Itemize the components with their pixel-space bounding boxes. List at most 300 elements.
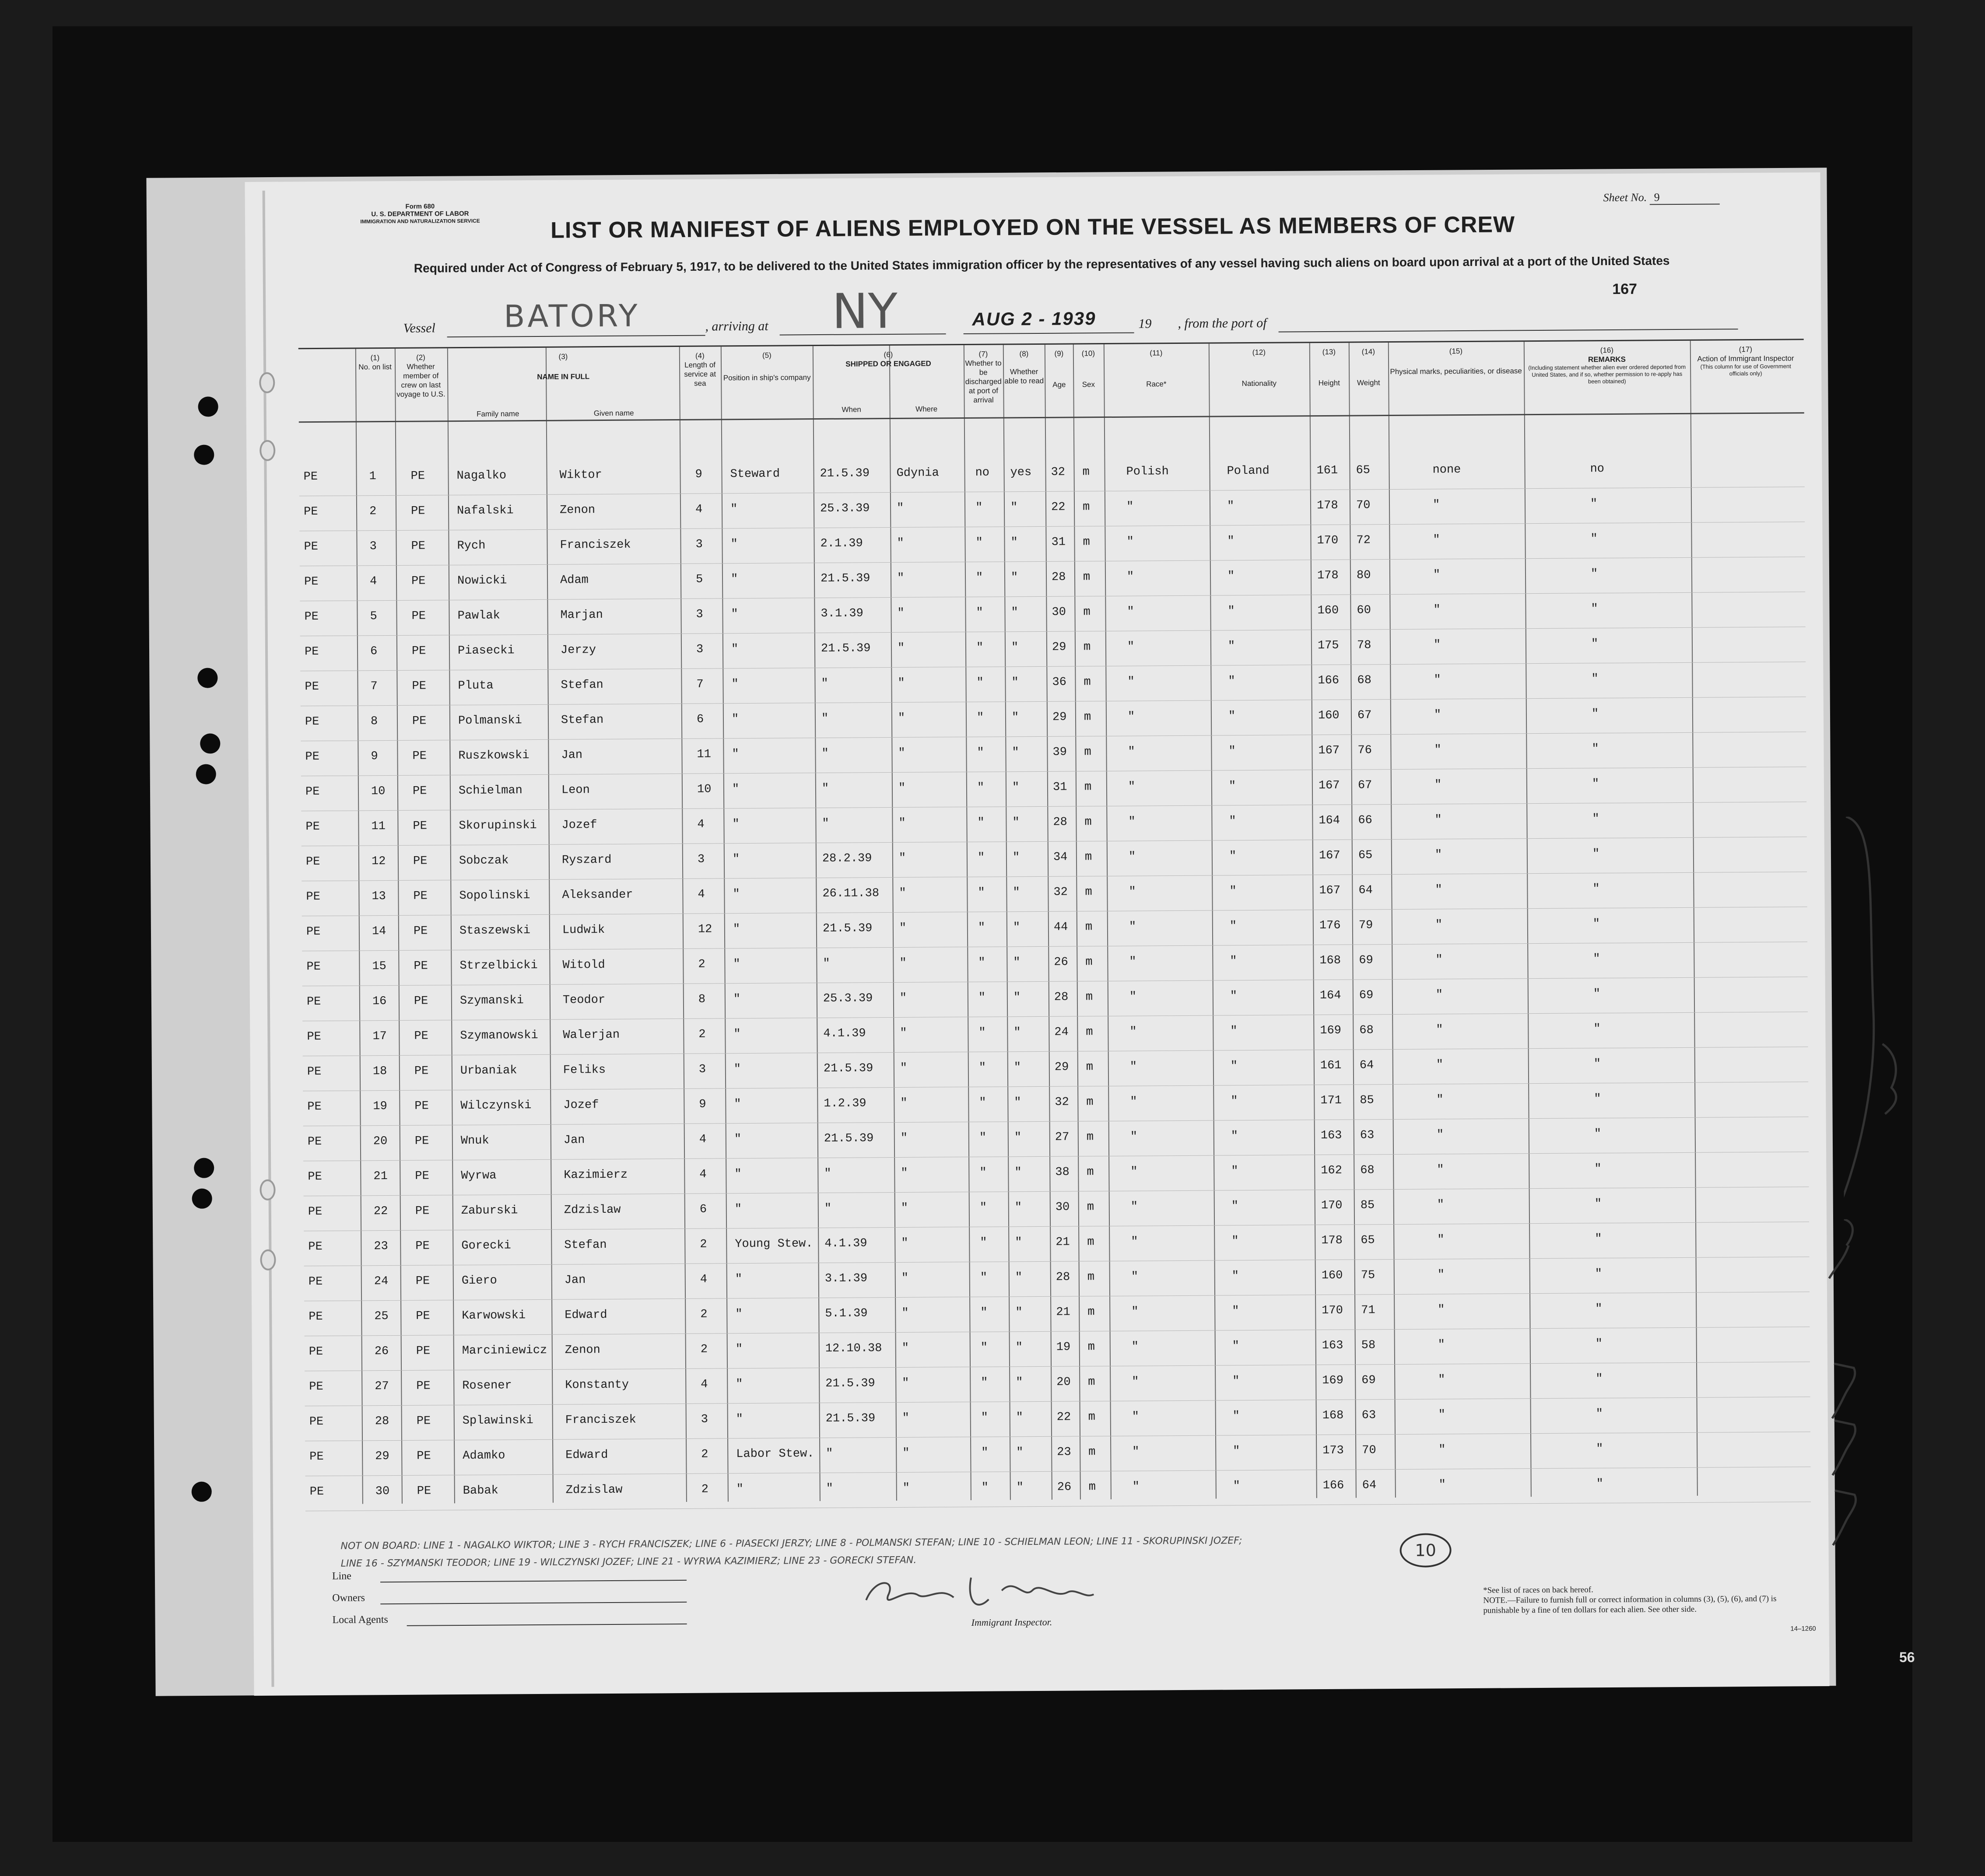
cell-race: " bbox=[1127, 640, 1135, 654]
cell-service: 4 bbox=[697, 818, 705, 831]
cell-last: PE bbox=[411, 574, 426, 588]
col-head-sex: (10) Sex bbox=[1081, 349, 1095, 389]
cell-no: 19 bbox=[373, 1100, 387, 1113]
cell-race: " bbox=[1129, 920, 1136, 934]
cell-given: Marjan bbox=[560, 609, 603, 622]
cell-sex: m bbox=[1088, 1446, 1096, 1459]
cell-weight: 68 bbox=[1357, 674, 1371, 687]
cell-weight: 79 bbox=[1358, 919, 1373, 932]
cell-height: 160 bbox=[1321, 1269, 1343, 1283]
service-name: IMMIGRATION AND NATURALIZATION SERVICE bbox=[360, 217, 480, 225]
cell-read: " bbox=[1012, 816, 1020, 830]
cell-no: 27 bbox=[375, 1380, 389, 1393]
cell-mark: PE bbox=[307, 1100, 322, 1114]
cell-age: 21 bbox=[1056, 1236, 1070, 1249]
cell-no: 5 bbox=[370, 610, 377, 623]
cell-sex: m bbox=[1083, 640, 1091, 654]
cell-height: 160 bbox=[1318, 709, 1340, 723]
cell-remarks: " bbox=[1591, 672, 1599, 686]
cell-given: Jerzy bbox=[560, 644, 596, 657]
cell-marks: " bbox=[1434, 848, 1442, 862]
cell-read: " bbox=[1013, 921, 1021, 934]
cell-last: PE bbox=[414, 1099, 429, 1113]
cell-read: " bbox=[1013, 886, 1020, 900]
cell-service: 3 bbox=[697, 853, 705, 866]
cell-remarks: " bbox=[1594, 1197, 1602, 1211]
cell-sex: m bbox=[1086, 1096, 1094, 1109]
cell-nationality: " bbox=[1228, 745, 1236, 758]
arrival-port: NY bbox=[831, 283, 898, 340]
cell-when: " bbox=[824, 1167, 831, 1180]
cell-marks: " bbox=[1437, 1233, 1445, 1247]
cell-discharged: " bbox=[978, 886, 985, 900]
cell-no: 14 bbox=[372, 925, 386, 938]
binding-hole bbox=[196, 764, 216, 784]
cell-weight: 69 bbox=[1359, 989, 1374, 1002]
year-label: 19 bbox=[1138, 316, 1152, 331]
cell-where: " bbox=[899, 991, 907, 1005]
cell-discharged: " bbox=[979, 1166, 987, 1180]
col-head-discharged: (7) Whether to be discharged at port of arrival bbox=[965, 350, 1002, 404]
cell-discharged: " bbox=[977, 781, 985, 794]
cell-weight: 64 bbox=[1358, 884, 1373, 897]
cell-service: 4 bbox=[698, 888, 705, 901]
cell-family: Staszewski bbox=[459, 924, 531, 938]
cell-position: " bbox=[734, 1203, 742, 1216]
cell-discharged: " bbox=[978, 991, 986, 1004]
cell-given: Jan bbox=[564, 1274, 586, 1287]
cell-service: 3 bbox=[695, 538, 703, 551]
cell-race: " bbox=[1129, 1060, 1137, 1074]
cell-read: " bbox=[1013, 956, 1021, 970]
cell-nationality: " bbox=[1228, 780, 1236, 793]
cell-nationality: " bbox=[1232, 1375, 1240, 1388]
cell-given: Feliks bbox=[563, 1064, 606, 1077]
crew-ledger bbox=[298, 339, 1811, 1528]
form-number: Form 680 bbox=[405, 203, 435, 210]
cell-age: 31 bbox=[1051, 536, 1066, 549]
col-head-remarks: (16) REMARKS (Including statement whether alien ever ordered deported from United States, and if so, whether permission to re-apply has been obtained) bbox=[1528, 346, 1686, 385]
cell-marks: " bbox=[1435, 953, 1443, 967]
cell-mark: PE bbox=[304, 575, 319, 589]
cell-height: 160 bbox=[1317, 604, 1339, 618]
cell-discharged: " bbox=[975, 501, 983, 514]
cell-where: " bbox=[902, 1376, 909, 1390]
department-name: U. S. DEPARTMENT OF LABOR bbox=[371, 210, 469, 218]
cell-where: " bbox=[899, 886, 906, 900]
cell-read: " bbox=[1014, 1131, 1022, 1144]
document-title: LIST OR MANIFEST OF ALIENS EMPLOYED ON THE VESSEL AS MEMBERS OF CREW bbox=[550, 212, 1515, 243]
cell-discharged: " bbox=[975, 571, 983, 584]
cell-marks: " bbox=[1436, 1058, 1444, 1072]
cell-height: 178 bbox=[1321, 1234, 1343, 1248]
col-head-shipped: (6) SHIPPED OR ENGAGED bbox=[845, 350, 931, 368]
cell-weight: 65 bbox=[1356, 464, 1371, 477]
cell-where: " bbox=[900, 1061, 908, 1075]
cell-no: 12 bbox=[371, 855, 386, 868]
cell-family: Piasecki bbox=[457, 644, 515, 658]
cell-height: 169 bbox=[1320, 1024, 1342, 1038]
cell-remarks: " bbox=[1594, 1127, 1602, 1141]
cell-when: 1.2.39 bbox=[824, 1097, 866, 1110]
cell-weight: 70 bbox=[1362, 1444, 1376, 1457]
cell-where: " bbox=[901, 1306, 909, 1320]
cell-when: 4.1.39 bbox=[824, 1237, 867, 1250]
line-label: Line bbox=[332, 1570, 351, 1582]
cell-service: 2 bbox=[698, 958, 705, 971]
cell-marks: " bbox=[1438, 1303, 1445, 1317]
cell-service: 8 bbox=[698, 993, 706, 1006]
cell-position: " bbox=[731, 608, 738, 621]
cell-where: " bbox=[898, 816, 906, 830]
cell-when: 21.5.39 bbox=[824, 1132, 874, 1145]
cell-discharged: " bbox=[976, 711, 984, 724]
cell-marks: " bbox=[1437, 1268, 1445, 1282]
cell-given: Zdzislaw bbox=[565, 1483, 623, 1497]
cell-last: PE bbox=[415, 1169, 429, 1183]
cell-position: " bbox=[733, 993, 741, 1006]
cell-position: " bbox=[734, 1133, 742, 1146]
cell-family: Splawinski bbox=[462, 1414, 533, 1428]
cell-no: 28 bbox=[375, 1415, 389, 1428]
cell-service: 4 bbox=[701, 1378, 708, 1391]
cell-nationality: " bbox=[1231, 1270, 1239, 1283]
sheet-label: Sheet No. bbox=[1603, 191, 1647, 204]
cell-nationality: " bbox=[1230, 990, 1238, 1003]
cell-age: 29 bbox=[1052, 640, 1066, 654]
cell-sex: m bbox=[1088, 1480, 1096, 1494]
cell-age: 24 bbox=[1054, 1026, 1069, 1039]
cell-nationality: " bbox=[1233, 1480, 1241, 1493]
cell-sex: m bbox=[1088, 1410, 1096, 1424]
cell-family: Sobczak bbox=[459, 854, 509, 868]
cell-read: " bbox=[1011, 711, 1019, 724]
cell-where: " bbox=[897, 571, 905, 585]
cell-sex: m bbox=[1087, 1270, 1095, 1284]
cell-when: " bbox=[826, 1447, 833, 1460]
cell-discharged: " bbox=[977, 746, 984, 760]
cell-marks: " bbox=[1433, 533, 1440, 547]
cell-discharged: " bbox=[976, 641, 984, 654]
cell-weight: 64 bbox=[1359, 1059, 1374, 1072]
cell-marks: " bbox=[1438, 1443, 1446, 1457]
cell-given: Stefan bbox=[564, 1239, 607, 1252]
cell-sex: m bbox=[1085, 990, 1093, 1004]
cell-height: 173 bbox=[1322, 1444, 1344, 1458]
cell-read: " bbox=[1014, 1096, 1021, 1110]
col-head-when: When bbox=[842, 405, 861, 414]
cell-race: " bbox=[1131, 1305, 1139, 1319]
cell-sex: m bbox=[1086, 1130, 1094, 1144]
cell-last: PE bbox=[415, 1239, 430, 1253]
cell-given: Konstanty bbox=[565, 1378, 629, 1392]
cell-height: 171 bbox=[1320, 1094, 1342, 1108]
cell-position: " bbox=[731, 678, 739, 691]
cell-read: " bbox=[1015, 1271, 1023, 1284]
cell-discharged: " bbox=[977, 816, 985, 830]
cell-service: 2 bbox=[700, 1238, 707, 1251]
cell-family: Wilczynski bbox=[460, 1099, 532, 1113]
cell-sex: m bbox=[1088, 1376, 1095, 1389]
cell-weight: 78 bbox=[1357, 639, 1371, 652]
cell-service: 9 bbox=[695, 468, 702, 481]
cell-read: " bbox=[1014, 1026, 1021, 1040]
cell-remarks: " bbox=[1591, 602, 1598, 616]
cell-weight: 65 bbox=[1358, 849, 1373, 862]
cell-where: " bbox=[898, 746, 905, 760]
cell-sex: m bbox=[1085, 886, 1092, 899]
cell-weight: 68 bbox=[1360, 1164, 1375, 1177]
cell-age: 36 bbox=[1052, 676, 1066, 689]
cell-race: " bbox=[1127, 675, 1135, 689]
cell-sex: m bbox=[1083, 536, 1090, 549]
cell-read: " bbox=[1016, 1376, 1023, 1390]
cell-when: " bbox=[823, 957, 830, 970]
cell-no: 2 bbox=[369, 505, 377, 518]
cell-weight: 72 bbox=[1356, 534, 1371, 547]
cell-weight: 80 bbox=[1356, 569, 1371, 582]
col-head-inspector: (17) Action of Immigrant Inspector (This column for use of Government officials only) bbox=[1697, 345, 1794, 377]
manifest-page bbox=[245, 172, 1829, 1696]
cell-service: 3 bbox=[698, 1063, 706, 1076]
frame-number: 56 bbox=[1899, 1649, 1915, 1665]
cell-family: Pluta bbox=[458, 679, 494, 693]
col-head-name: (3) NAME IN FULL bbox=[537, 352, 590, 381]
cell-when: 26.11.38 bbox=[822, 887, 880, 900]
cell-when: 21.5.39 bbox=[821, 642, 871, 656]
binding-hole bbox=[260, 1180, 275, 1200]
cell-remarks: " bbox=[1592, 777, 1599, 791]
cell-age: 32 bbox=[1055, 1096, 1069, 1109]
cell-read: " bbox=[1010, 501, 1018, 514]
cell-when: " bbox=[821, 712, 829, 726]
cell-last: PE bbox=[412, 714, 427, 728]
cell-where: " bbox=[901, 1271, 909, 1285]
cell-race: " bbox=[1126, 535, 1134, 549]
cell-read: " bbox=[1014, 1201, 1022, 1214]
cell-race: " bbox=[1126, 500, 1134, 514]
cell-age: 31 bbox=[1052, 780, 1067, 794]
cell-marks: " bbox=[1434, 708, 1441, 722]
cell-weight: 66 bbox=[1358, 814, 1372, 827]
requirement-text: Required under Act of Congress of February 5, 1917, to be delivered to the United States immigration officer by the representatives of any vessel having such aliens on board upon arrival at a port of the United States bbox=[414, 254, 1670, 275]
cell-weight: 85 bbox=[1360, 1199, 1375, 1212]
cell-age: 29 bbox=[1052, 710, 1067, 724]
cell-service: 5 bbox=[695, 573, 703, 586]
cell-last: PE bbox=[414, 959, 428, 973]
cell-service: 2 bbox=[701, 1448, 708, 1461]
cell-discharged: " bbox=[981, 1376, 988, 1390]
cell-read: " bbox=[1016, 1411, 1024, 1424]
cell-where: " bbox=[902, 1411, 910, 1425]
cell-position: " bbox=[735, 1273, 743, 1286]
cell-height: 167 bbox=[1318, 744, 1340, 758]
cell-mark: PE bbox=[308, 1240, 323, 1254]
cell-nationality: " bbox=[1229, 850, 1237, 863]
cell-read: " bbox=[1011, 606, 1018, 620]
cell-mark: PE bbox=[305, 715, 319, 729]
cell-age: 39 bbox=[1052, 746, 1067, 759]
cell-weight: 69 bbox=[1361, 1374, 1376, 1387]
col-head-physical: (15) Physical marks, peculiarities, or disease bbox=[1390, 347, 1522, 376]
cell-remarks: " bbox=[1590, 567, 1598, 581]
col-head-position: (5) Position in ship's company bbox=[723, 351, 811, 382]
cell-mark: PE bbox=[309, 1380, 323, 1394]
col-head-nationality: (12) Nationality bbox=[1242, 348, 1277, 388]
cell-race: " bbox=[1127, 710, 1135, 724]
cell-when: " bbox=[822, 817, 829, 830]
cell-last: PE bbox=[413, 819, 427, 833]
cell-remarks: no bbox=[1590, 462, 1605, 476]
cell-mark: PE bbox=[305, 785, 320, 799]
cell-race: " bbox=[1132, 1375, 1139, 1389]
cell-no: 10 bbox=[371, 785, 386, 798]
cell-when: 3.1.39 bbox=[821, 607, 863, 621]
cell-position: " bbox=[730, 573, 738, 586]
cell-read: " bbox=[1012, 781, 1020, 794]
cell-height: 167 bbox=[1319, 884, 1341, 898]
cell-where: " bbox=[901, 1236, 908, 1250]
cell-remarks: " bbox=[1592, 882, 1600, 896]
cell-last: PE bbox=[413, 854, 428, 868]
cell-no: 11 bbox=[371, 820, 386, 833]
cell-marks: " bbox=[1435, 918, 1443, 932]
cell-discharged: " bbox=[978, 1061, 986, 1074]
cell-discharged: " bbox=[981, 1481, 989, 1494]
cell-family: Wnuk bbox=[460, 1134, 489, 1148]
cell-when: 21.5.39 bbox=[820, 467, 870, 481]
cell-where: " bbox=[898, 781, 906, 795]
cell-given: Aleksander bbox=[562, 888, 633, 902]
cell-family: Zaburski bbox=[461, 1204, 518, 1218]
cell-no: 21 bbox=[373, 1170, 388, 1183]
cell-no: 24 bbox=[374, 1275, 389, 1288]
cell-marks: " bbox=[1436, 1128, 1444, 1142]
cell-read: " bbox=[1011, 676, 1019, 690]
cell-sex: m bbox=[1087, 1340, 1095, 1354]
cell-service: 3 bbox=[696, 643, 704, 656]
cell-where: " bbox=[897, 606, 905, 620]
cell-where: " bbox=[901, 1166, 908, 1180]
cell-position: Labor Stew. bbox=[736, 1447, 814, 1461]
cell-where: " bbox=[901, 1341, 909, 1355]
cell-position: " bbox=[732, 818, 740, 831]
cell-no: 22 bbox=[373, 1205, 388, 1218]
cell-when: 25.3.39 bbox=[820, 502, 870, 516]
cell-where: " bbox=[897, 536, 904, 550]
cell-marks: " bbox=[1434, 813, 1442, 827]
cell-age: 26 bbox=[1054, 956, 1068, 969]
cell-race: " bbox=[1128, 780, 1136, 794]
cell-no: 25 bbox=[374, 1310, 389, 1323]
cell-family: Wyrwa bbox=[461, 1169, 497, 1183]
cell-where: " bbox=[898, 711, 905, 725]
cell-discharged: " bbox=[980, 1341, 988, 1354]
cell-nationality: " bbox=[1232, 1340, 1240, 1353]
cell-when: " bbox=[824, 1202, 832, 1215]
cell-family: Nagalko bbox=[456, 469, 507, 483]
cell-nationality: " bbox=[1227, 605, 1235, 618]
inspector-check-mark bbox=[1828, 1416, 1868, 1477]
cell-given: Franciszek bbox=[565, 1413, 636, 1427]
cell-read: " bbox=[1012, 851, 1020, 864]
vessel-name: BATORY bbox=[504, 298, 640, 335]
cell-given: Edward bbox=[565, 1309, 607, 1322]
cell-marks: " bbox=[1436, 1023, 1443, 1037]
cell-service: 6 bbox=[696, 713, 704, 726]
cell-height: 164 bbox=[1319, 989, 1341, 1003]
cell-when: 21.5.39 bbox=[820, 572, 870, 586]
inspector-label: Immigrant Inspector. bbox=[971, 1616, 1052, 1628]
cell-where: " bbox=[901, 1201, 908, 1215]
cell-read: " bbox=[1012, 746, 1019, 760]
cell-given: Wiktor bbox=[559, 469, 602, 482]
cell-height: 167 bbox=[1319, 849, 1340, 863]
cell-height: 167 bbox=[1318, 779, 1340, 793]
cell-sex: m bbox=[1084, 676, 1091, 689]
binding-hole bbox=[260, 1250, 276, 1270]
cell-last: PE bbox=[415, 1204, 430, 1218]
cell-last: PE bbox=[412, 784, 427, 798]
cell-discharged: " bbox=[978, 921, 985, 934]
cell-given: Walerjan bbox=[563, 1028, 620, 1042]
cell-given: Leon bbox=[561, 784, 590, 797]
col-head-no: (1) No. on list bbox=[358, 354, 392, 371]
cell-last: PE bbox=[411, 539, 426, 553]
cell-weight: 70 bbox=[1356, 499, 1371, 512]
cell-discharged: no bbox=[975, 466, 990, 480]
cell-no: 4 bbox=[369, 575, 377, 588]
cell-sex: m bbox=[1084, 746, 1091, 759]
cell-age: 44 bbox=[1053, 920, 1068, 934]
inspector-brace-mark bbox=[1841, 816, 1905, 1254]
cell-no: 18 bbox=[372, 1065, 387, 1078]
print-code: 14–1260 bbox=[1790, 1625, 1816, 1633]
cell-mark: PE bbox=[306, 995, 321, 1009]
cell-marks: " bbox=[1434, 673, 1441, 687]
cell-age: 29 bbox=[1054, 1060, 1069, 1074]
cell-nationality: " bbox=[1229, 920, 1237, 933]
cell-discharged: " bbox=[976, 676, 984, 690]
cell-mark: PE bbox=[308, 1170, 322, 1184]
cell-height: 170 bbox=[1321, 1199, 1343, 1213]
cell-race: " bbox=[1130, 1165, 1138, 1179]
cell-sex: m bbox=[1087, 1166, 1094, 1179]
cell-height: 168 bbox=[1322, 1409, 1344, 1423]
cell-position: " bbox=[734, 1098, 741, 1111]
cell-family: Urbaniak bbox=[460, 1064, 517, 1078]
cell-family: Szymanski bbox=[459, 994, 524, 1008]
cell-mark: PE bbox=[309, 1485, 324, 1499]
cell-mark: PE bbox=[307, 1135, 322, 1149]
cell-given: Teodor bbox=[562, 994, 606, 1007]
cell-race: " bbox=[1129, 885, 1136, 899]
cell-remarks: " bbox=[1596, 1477, 1603, 1491]
cell-nationality: " bbox=[1232, 1305, 1239, 1318]
from-port-label: , from the port of bbox=[1178, 315, 1267, 331]
cell-age: 27 bbox=[1055, 1130, 1070, 1144]
cell-when: " bbox=[826, 1482, 834, 1495]
cell-last: PE bbox=[412, 749, 427, 763]
cell-position: " bbox=[735, 1343, 743, 1356]
cell-mark: PE bbox=[306, 890, 320, 904]
cell-position: " bbox=[735, 1308, 743, 1321]
cell-mark: PE bbox=[305, 820, 320, 834]
cell-when: 25.3.39 bbox=[823, 992, 873, 1005]
cell-height: 161 bbox=[1320, 1059, 1342, 1073]
cell-read: " bbox=[1011, 641, 1019, 654]
cell-weight: 68 bbox=[1359, 1024, 1374, 1037]
